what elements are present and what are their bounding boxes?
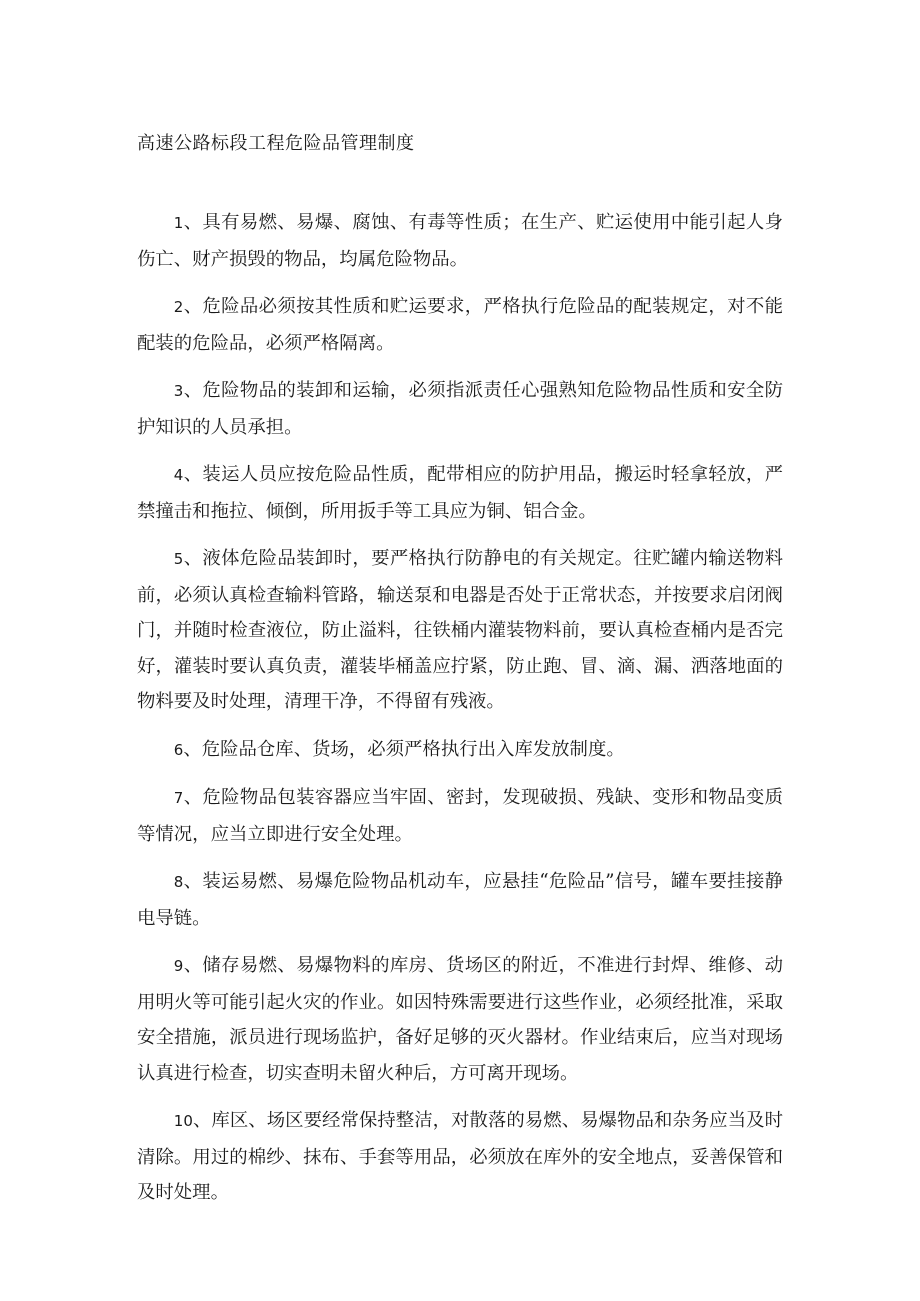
paragraph-text: 、危险物品包装容器应当牢固、密封，发现破损、残缺、变形和物品变质等情况，应当立即进行安全处理。 (137, 787, 783, 845)
paragraph-number: 2 (173, 298, 184, 316)
paragraph-text: 、危险品仓库、货场，必须严格执行出入库发放制度。 (183, 738, 625, 760)
paragraph-10 (137, 1103, 783, 1211)
paragraph-text: 、危险物品的装卸和运输，必须指派责任心强熟知危险物品性质和安全防护知识的人员承担。 (137, 380, 783, 438)
paragraph-number: 4 (173, 466, 184, 484)
document-body (137, 205, 783, 1223)
paragraph-number: 1 (173, 214, 184, 232)
paragraph-text: 、储存易燃、易爆物料的库房、货场区的附近，不准进行封焊、维修、动用明火等可能引起火灾的作业。如因特殊需要进行这些作业，必须经批准，采取安全措施，派员进行现场监护，备好足够的灭火器材。作业结束后，应当对现场认真进行检查，切实查明未留火种后，方可离开现场。 (137, 955, 783, 1084)
paragraph-number: 7 (173, 789, 184, 807)
paragraph-6 (137, 732, 783, 769)
paragraph-text: 、库区、场区要经常保持整洁，对散落的易燃、易爆物品和杂务应当及时清除。用过的棉纱、抹布、手套等用品，必须放在库外的安全地点，妥善保管和及时处理。 (137, 1110, 783, 1203)
paragraph-1 (137, 205, 783, 277)
paragraph-number: 10 (173, 1112, 193, 1130)
paragraph-2 (137, 289, 783, 361)
paragraph-3 (137, 373, 783, 445)
paragraph-number: 5 (173, 550, 184, 568)
paragraph-number: 3 (173, 382, 184, 400)
paragraph-number: 6 (173, 740, 184, 759)
paragraph-4 (137, 457, 783, 529)
paragraph-5 (137, 541, 783, 720)
paragraph-text: 、装运人员应按危险品性质，配带相应的防护用品，搬运时轻拿轻放，严禁撞击和拖拉、倾倒，所用扳手等工具应为铜、铝合金。 (137, 464, 783, 522)
paragraph-number: 8 (173, 873, 184, 891)
paragraph-number: 9 (173, 957, 184, 975)
paragraph-text: 、危险品必须按其性质和贮运要求，严格执行危险品的配装规定，对不能配装的危险品，必须严格隔离。 (137, 296, 783, 354)
paragraph-text: 、具有易燃、易爆、腐蚀、有毒等性质；在生产、贮运使用中能引起人身伤亡、财产损毁的物品，均属危险物品。 (137, 212, 783, 270)
paragraph-9 (137, 948, 783, 1091)
paragraph-7 (137, 780, 783, 852)
paragraph-text: 、装运易燃、易爆危险物品机动车，应悬挂“危险品”信号，罐车要挂接静电导链。 (137, 871, 783, 929)
paragraph-text: 、液体危险品装卸时，要严格执行防静电的有关规定。往贮罐内输送物料前，必须认真检查输料管路，输送泵和电器是否处于正常状态，并按要求启闭阀门，并随时检查液位，防止溢料，往铁桶内灌装物料前，要认真检查桶内是否完好，灌装时要认真负责，灌装毕桶盖应拧紧，防止跑、冒、滴、漏、洒落地面的物料要及时处理，清理干净，不得留有残液。 (137, 548, 783, 712)
document-title: 高速公路标段工程危险品管理制度 (137, 133, 415, 154)
paragraph-8 (137, 864, 783, 936)
